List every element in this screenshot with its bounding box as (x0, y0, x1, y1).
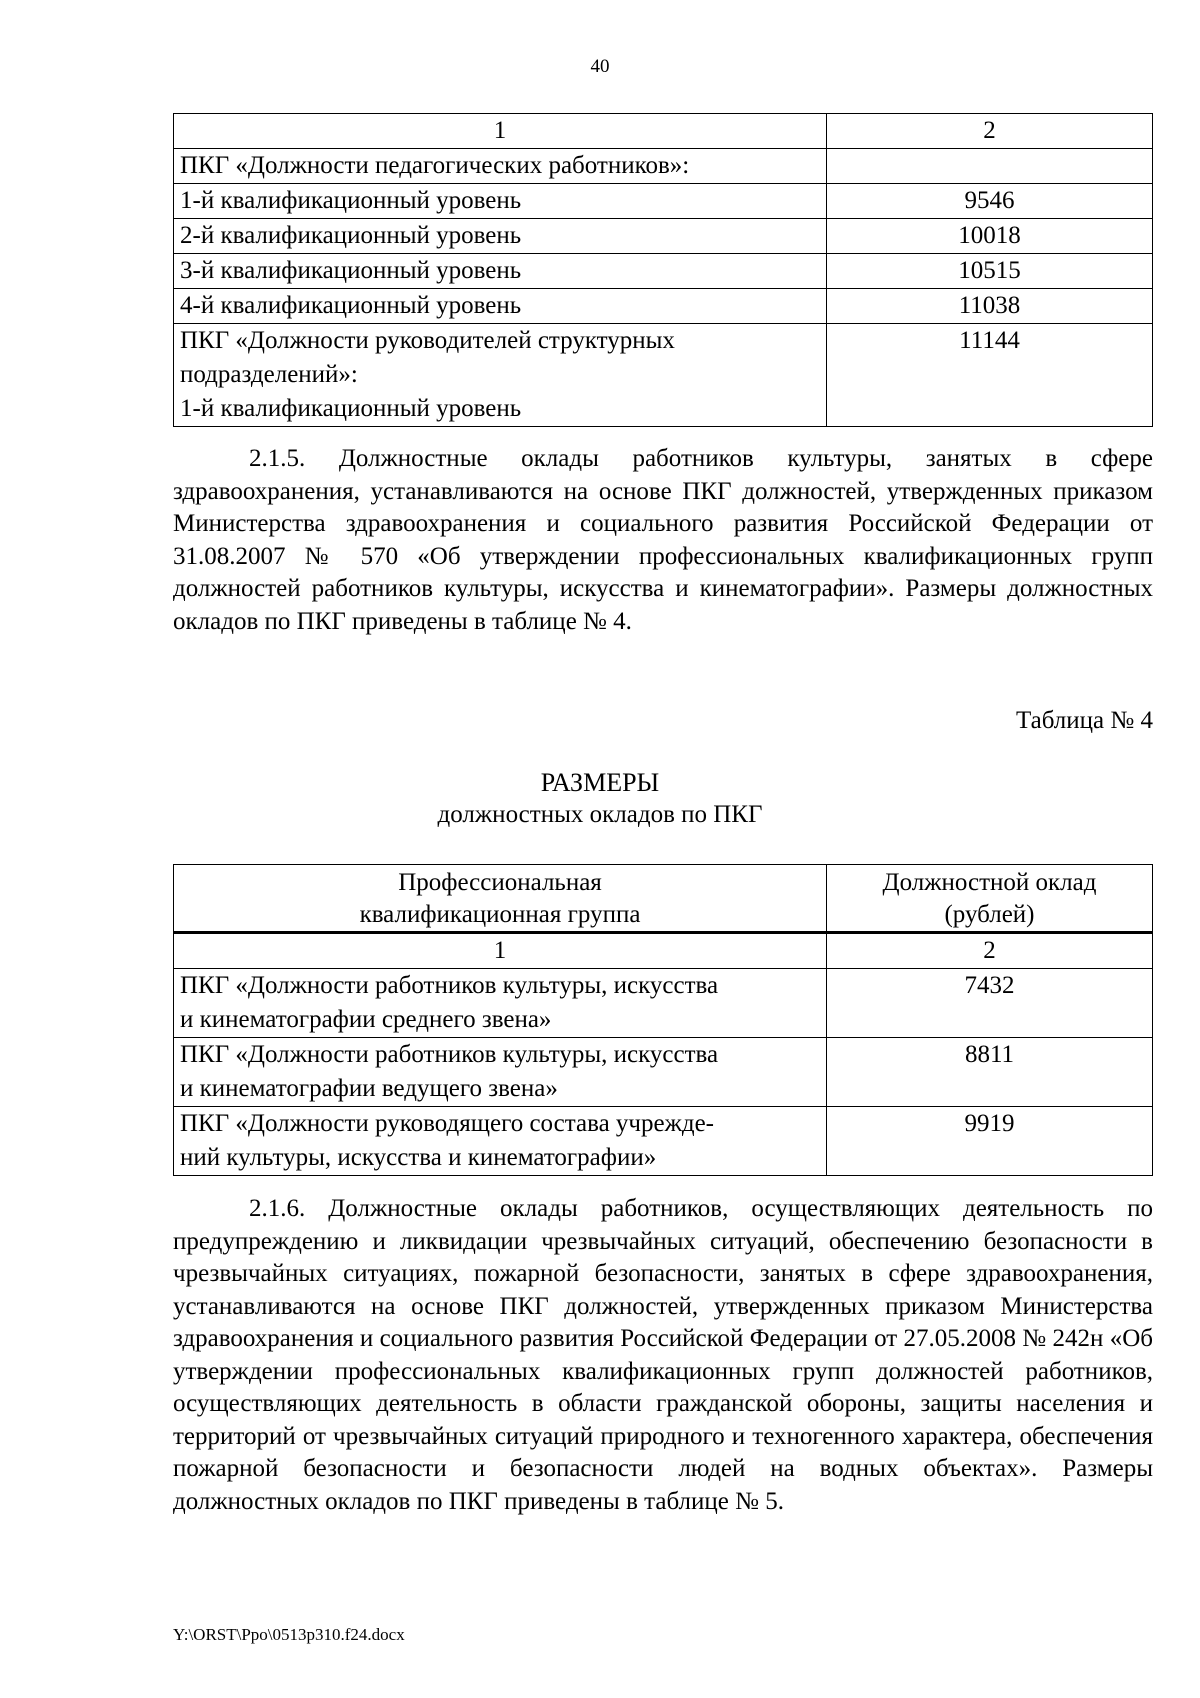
table-row (174, 1107, 1153, 1176)
table-row (174, 969, 1153, 1038)
header-line: Должностной оклад (882, 869, 1097, 896)
header-line: квалификационная группа (359, 901, 641, 928)
level-label: 2-й квалификационный уровень (174, 219, 827, 254)
salary-value: 11038 (827, 289, 1153, 324)
column-number-2: 2 (827, 933, 1153, 969)
salary-value: 9546 (827, 184, 1153, 219)
table-title: РАЗМЕРЫ (540, 768, 660, 797)
salary-table-continued (173, 113, 1153, 427)
table-row (174, 149, 1153, 184)
label-line: ПКГ «Должности работников культуры, искусства (180, 1041, 719, 1068)
label-line: ний культуры, искусства и кинематографии» (180, 1144, 657, 1171)
table-row (174, 289, 1153, 324)
label-line: 1-й квалификационный уровень (180, 395, 522, 422)
column-number-1: 1 (174, 933, 827, 969)
salary-value: 7432 (827, 969, 1153, 1038)
table-row (174, 114, 1153, 149)
level-label: 3-й квалификационный уровень (174, 254, 827, 289)
level-label: 4-й квалификационный уровень (174, 289, 827, 324)
column-number-1: 1 (174, 114, 827, 149)
table-header-row (174, 865, 1153, 933)
label-line: ПКГ «Должности работников культуры, искусства (180, 972, 719, 999)
salary-table-4 (173, 864, 1153, 1176)
table-row (174, 1038, 1153, 1107)
salary-value: 11144 (827, 324, 1153, 427)
table-row (174, 184, 1153, 219)
header-salary (827, 865, 1153, 933)
table-row (174, 324, 1153, 427)
salary-value: 10515 (827, 254, 1153, 289)
level-label: 1-й квалификационный уровень (174, 184, 827, 219)
group-label (174, 969, 827, 1038)
label-line: и кинематографии среднего звена» (180, 1006, 552, 1033)
table-caption: Таблица № 4 (1015, 707, 1153, 734)
label-line: ПКГ «Должности руководителей структурных (180, 327, 675, 354)
salary-value (827, 149, 1153, 184)
group-label (174, 324, 827, 427)
label-line: ПКГ «Должности руководящего состава учрежде- (180, 1110, 715, 1137)
group-label (174, 1038, 827, 1107)
file-path-footer: Y:\ORST\Ppo\0513p310.f24.docx (173, 1625, 405, 1644)
salary-value: 10018 (827, 219, 1153, 254)
paragraph-2-1-5: 2.1.5. Должностные оклады работников культуры, занятых в сфере здравоохранения, устанавливаются на основе ПКГ должностей, утвержденных приказом Министерства здравоохранения и социального развития Российской Федерации от 31.08.2007 № 570 «Об утверждении профессиональных квалификационных групп должностей работников культуры, искусства и кинематографии». Размеры должностных окладов по ПКГ приведены в таблице № 4. (173, 445, 1153, 635)
table-row (174, 219, 1153, 254)
paragraph-2-1-6: 2.1.6. Должностные оклады работников, осуществляющих деятельность по предупреждению и ликвидации чрезвычайных ситуаций, обеспечению безопасности в чрезвычайных ситуациях, пожарной безопасности, занятых в сфере здравоохранения, устанавливаются на основе ПКГ должностей, утвержденных приказом Министерства здравоохранения и социального развития Российской Федерации от 27.05.2008 № 242н «Об утверждении профессиональных квалификационных групп должностей работников, осуществляющих деятельность в области гражданской обороны, защиты населения и территорий от чрезвычайных ситуаций природного и техногенного характера, обеспечения пожарной безопасности и безопасности людей на водных объектах». Размеры должностных окладов по ПКГ приведены в таблице № 5. (173, 1195, 1153, 1515)
page-number: 40 (590, 56, 610, 77)
salary-value: 8811 (827, 1038, 1153, 1107)
label-line: подразделений»: (180, 361, 358, 388)
salary-value: 9919 (827, 1107, 1153, 1176)
header-line: Профессиональная (398, 869, 602, 896)
group-label: ПКГ «Должности педагогических работников»: (174, 149, 827, 184)
header-group (174, 865, 827, 933)
table-row (174, 933, 1153, 969)
column-number-2: 2 (827, 114, 1153, 149)
label-line: и кинематографии ведущего звена» (180, 1075, 558, 1102)
table-row (174, 254, 1153, 289)
table-subtitle: должностных окладов по ПКГ (437, 801, 763, 828)
group-label (174, 1107, 827, 1176)
header-line: (рублей) (944, 901, 1035, 928)
